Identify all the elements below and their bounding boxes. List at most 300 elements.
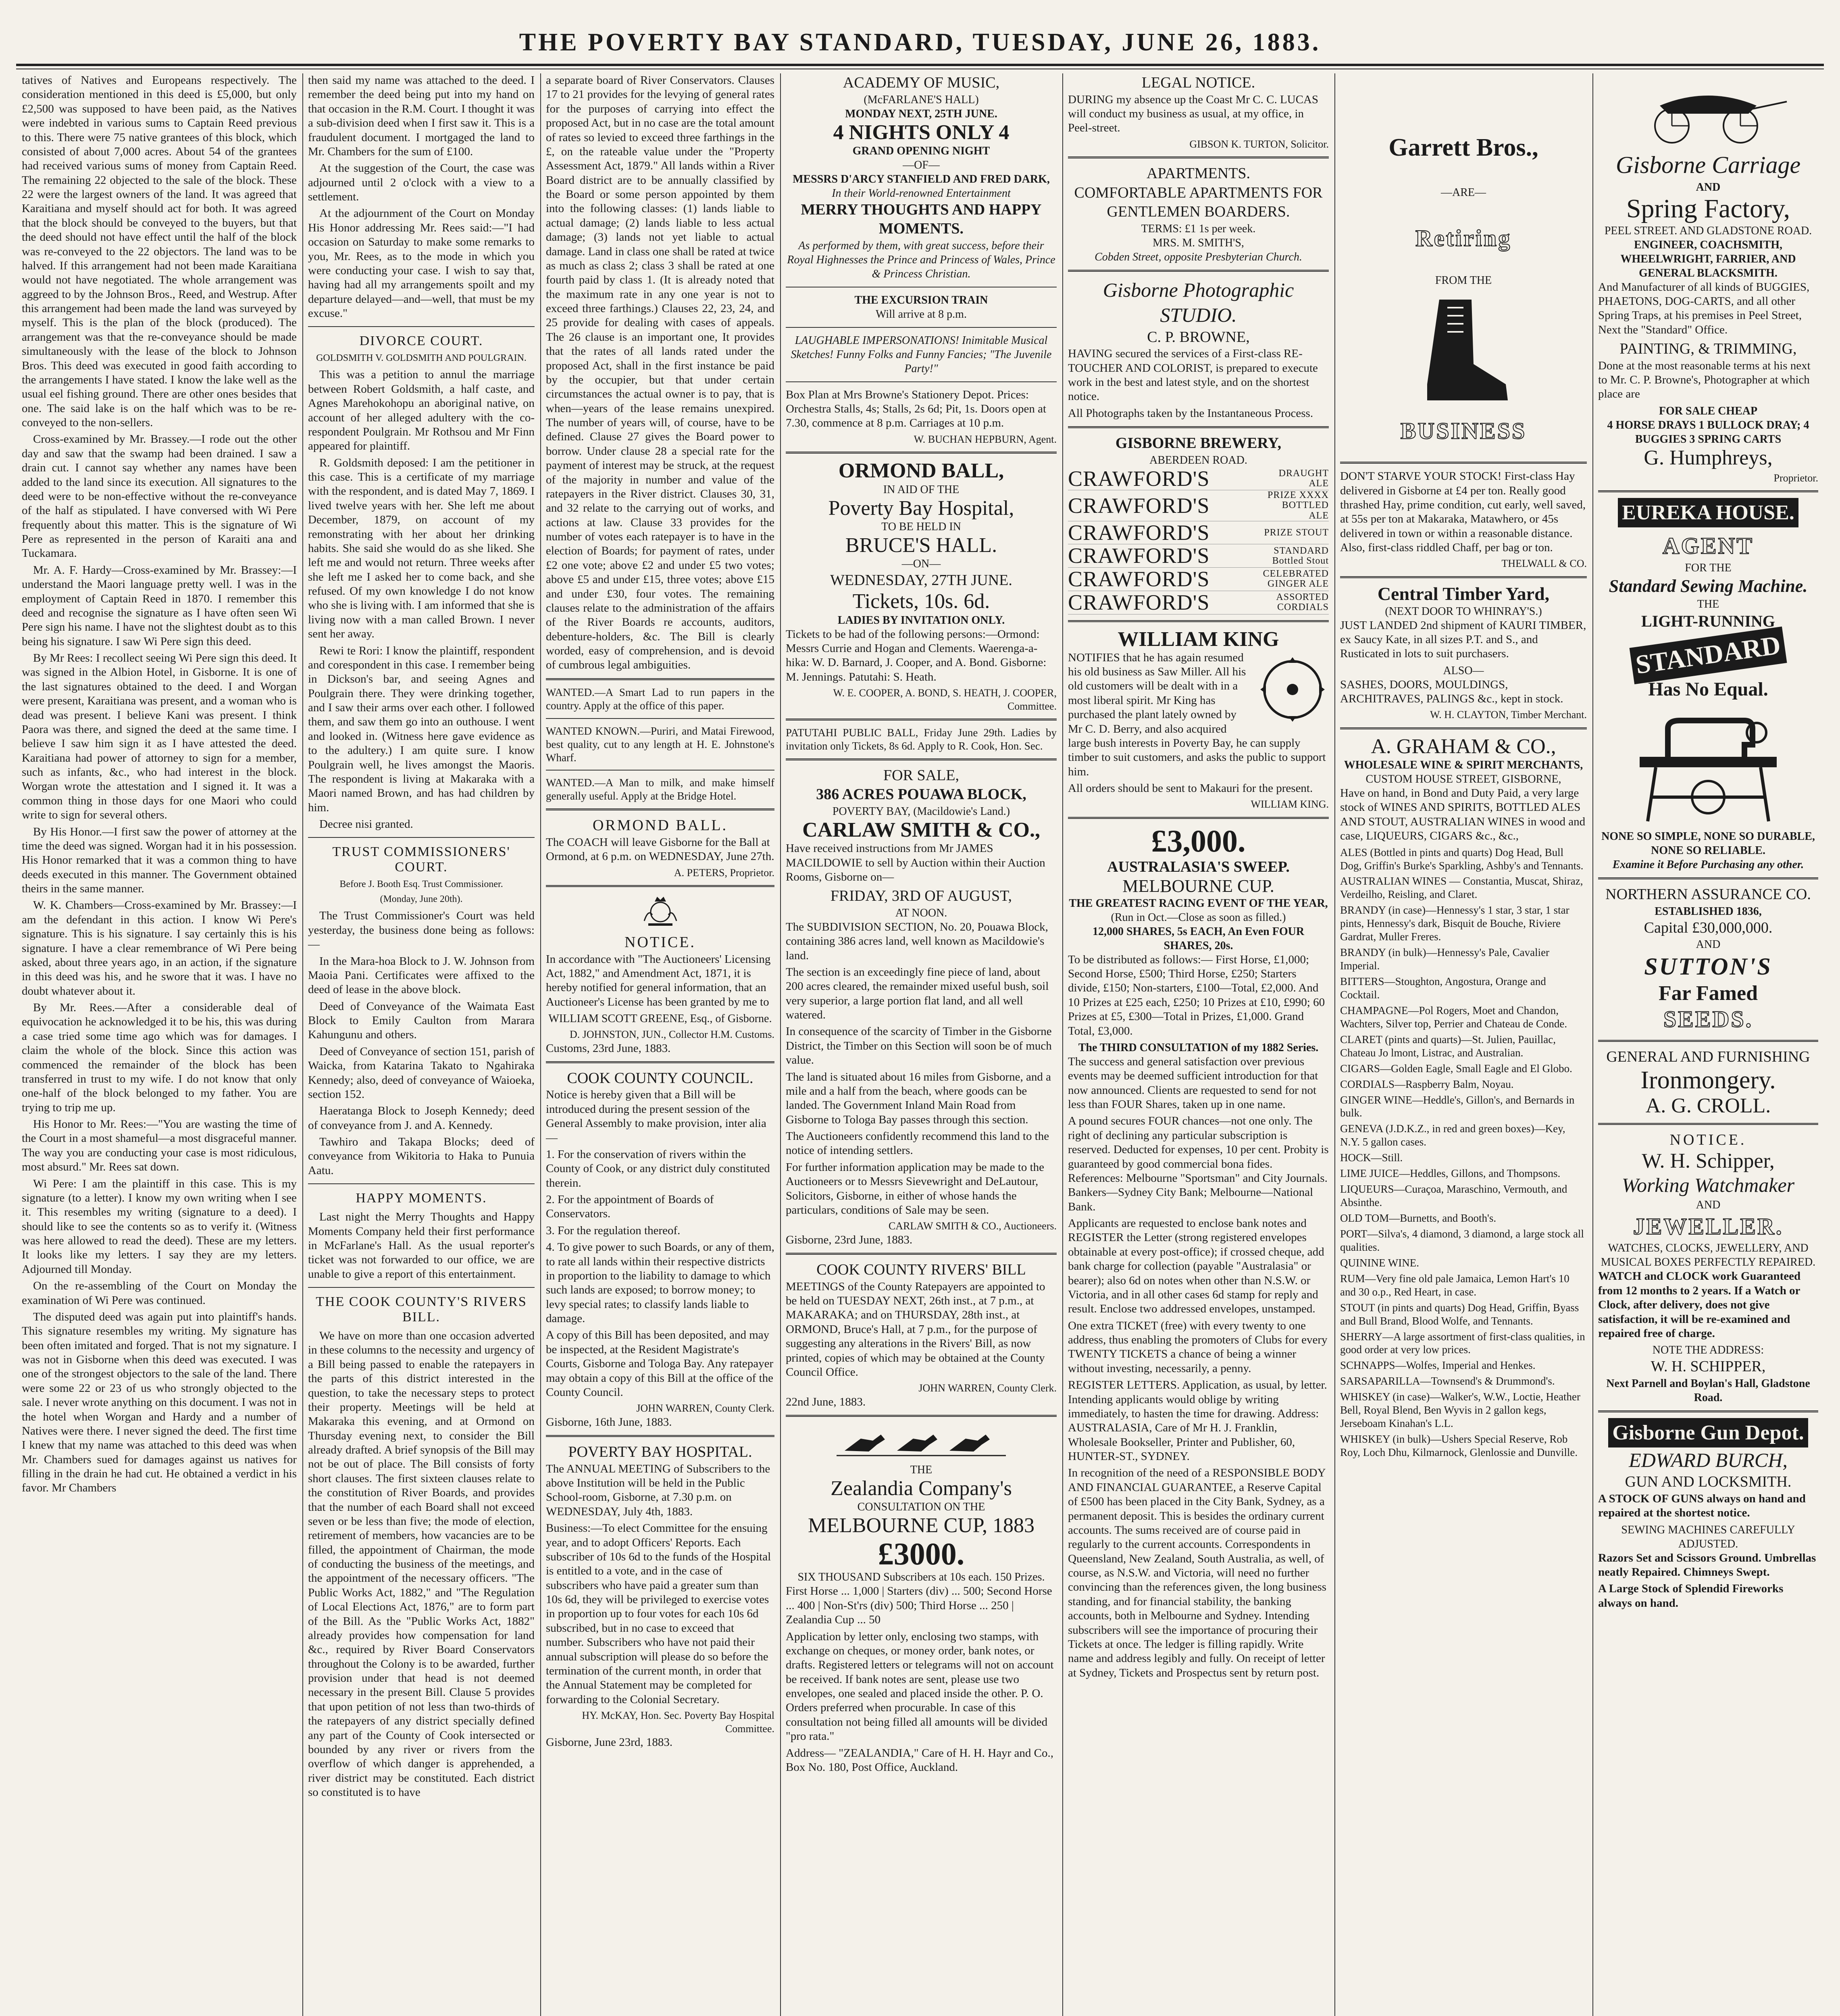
divider [1340, 727, 1587, 729]
ad-text: And Manufacturer of all kinds of BUGGIES, PHAETONS, DOG-CARTS, and all other Spring Traps, at his premises in Peel Street, Next the "Standard" Office. [1598, 280, 1810, 336]
ad-text: HAVING secured the services of a First-class RE-TOUCHER AND COLORIST, is prepared to execute work in the best and latest style, and on the shortest notice. [1068, 347, 1318, 403]
wine-list-item: LIME JUICE—Heddles, Gillons, and Thompsons. [1340, 1167, 1561, 1180]
gun-depot-ad [1598, 1418, 1818, 1610]
ad-text: The SUBDIVISION SECTION, No. 20, Pouawa Block, containing 386 acres land, well known as Macildowie's land. [786, 920, 1048, 962]
ad-text: TERMS: £1 1s per week. [1141, 222, 1256, 235]
masthead-rule [16, 64, 1824, 66]
paragraph: We have on more than one occasion adverted in these columns to the necessity and urgency of a Bill being passed to enable the ratepayers in the parts of this district interested in the question, to take the necessary steps to protect their property. Meetings will be held at Makaraka this evening, and at Ormond on Thursday evening next, to consider the Bill already drafted. A brief synopsis of the Bill may not be out of place. The Bill consists of forty short clauses. The first sixteen clauses relate to the constitution of River Boards, and provides that the number of each Board shall not exceed seven or be less than five; the mode of election, retirement of members, how vacancies are to be filled, the appointment of Chairman, the mode of conducting the business of the meetings, and the appointment of the necessary officers. "The Public Works Act, 1882," and "The Regulation of Local Elections Act, 1876," are to form part of the Bill. As the "Public Works Act, 1882" already provides how compensation for land &c., required by River Board Conservators throughout the Colony is to be awarded, further provision under that head is not deemed necessary in the present Bill. Clause 5 provides that upon petition of not less than two-thirds of the ratepayers of any district specially defined any part of the County of Cook intersected or bounded by any river or rivers from the overflow of which danger is apprehended, a river district may be constituted. Each district so constituted is to have [308, 1329, 535, 1799]
ad-subtitle: Working Watchmaker [1621, 1174, 1795, 1197]
divider [1598, 490, 1818, 492]
ad-text: FOR THE [1685, 561, 1732, 574]
ad-agent: AGENT [1662, 533, 1754, 559]
divider [1598, 1123, 1818, 1125]
paragraph: In the Mara-hoa Block to J. W. Johnson from Maoia Pani. Certificates were affixed to the deed of lease in the above block. [308, 954, 535, 996]
ad-text: FROM THE [1435, 274, 1492, 287]
divider [1068, 620, 1329, 622]
column-4 [780, 73, 1062, 2016]
ad-text: ESTABLISHED 1836, [1655, 905, 1762, 918]
ad-title: NORTHERN ASSURANCE CO. [1605, 886, 1811, 903]
paragraph: Decree nisi granted. [319, 818, 413, 831]
paragraph: tatives of Natives and Europeans respectively. The consideration mentioned in this deed is £5,000, but only £2,500 was supposed to have been paid, as the Natives were indebted in various sums to Captain Reed previous to this. There were 75 native grantees of this block, which consisted of about 7,000 acres. About 54 of the grantees had received various sums of money from Captain Reed. The remaining 22 objected to the sale of the block. These 22 were the largest owners of the land. It was agreed that Karaitiana and myself should act for both. It was agreed that the block should be conveyed to the buyers, but that the deed should not have effect until the half of the block was re-conveyed to the 22 objectors. The land was to be halved. If this arrangement had not been made Karaitiana would not have negotiated. The whole arrangement was aggreed to by the Johnson Bros., Reed, and Westrup. After this arrangement had been made the land was surveyed by myself. This is the plan of the block (produced). The arrangement was that the re-conveyance should be made simultaneously with the lease of the block to Johnson Bros. This deed was executed in good faith according to the arrangements I have stated. I know the lake well as the usual eel fishing ground. There are other ones besides that one. The said lake is on the half which was to be re-conveyed to the non-sellers. [22, 74, 297, 429]
wine-list-item: BRANDY (in case)—Hennessy's 1 star, 3 star, 1 star pints, Hennessy's dark, Bisquit de Bouche, Riviere Gardrat, Muller Freres. [1340, 904, 1569, 943]
zealandia-consultation-ad [786, 1422, 1057, 1774]
ad-title: Central Timber Yard, [1377, 583, 1550, 604]
ad-text: Have on hand, in Bond and Duty Paid, a very large stock of WINES AND SPIRITS, BOTTLED ALES AND STOUT, AUSTRALIAN WINES in wood and case, LIQUEURS, CIGARS &c., &c., [1340, 787, 1586, 843]
product-row [1068, 490, 1329, 521]
ad-business: BUSINESS [1400, 417, 1527, 444]
paragraph: Mr. A. F. Hardy—Cross-examined by Mr. Brassey:—I understand the Maori language pretty well. I was in the employment of Captain Reed in 1870. I remember this deed and recognise the signature as I have often seen Wi Pere sign his name. I have not the slightest doubt as to this being his signature. I saw Wi Pere sign this deed. [22, 563, 297, 648]
paragraph: Rewi te Rori: I know the plaintiff, respondent and corespondent in this case. I remember being in Dickson's bar, and seeing Agnes and Poulgrain there. They were drinking together, and I saw their arms over each other. I followed them, and saw them go into an outhouse. I went and looked in. (Witness here gave evidence as to the adultery.) I am quite sure. I know Poulgrain well, he lives amongst the Maoris. The respondent is living at Makaraka with a Maori named Brown, and has had children by him. [308, 644, 535, 814]
ad-text: A STOCK OF GUNS always on hand and repaired at the shortest notice. [1598, 1492, 1806, 1520]
divider [1598, 1410, 1818, 1412]
ad-text: The Auctioneers confidently recommend this land to the notice of intending settlers. [786, 1130, 1049, 1157]
australasia-sweep-ad [1068, 825, 1329, 1680]
product-row [1068, 544, 1329, 568]
for-sale-ad [786, 766, 1057, 1247]
wine-list-item: HOCK—Still. [1340, 1152, 1403, 1164]
section-subheading: GOLDSMITH V. GOLDSMITH AND POULGRAIN. [316, 353, 527, 364]
ad-title: Gisborne Photographic STUDIO. [1103, 278, 1294, 327]
wine-list-item: ALES (Bottled in pints and quarts) Dog Head, Bull Dog, Griffin's Burke's Sparkling, Ashby's and Tennants. [1340, 846, 1584, 872]
ad-text: ALSO— [1443, 664, 1484, 677]
ad-text: As performed by them, with great success, before their Royal Highnesses the Prince and Princess of Wales, Prince & Princess Christian. [787, 239, 1055, 280]
ad-text: All orders should be sent to Makauri for the present. [1068, 782, 1313, 795]
wine-list-item: CORDIALS—Raspberry Balm, Noyau. [1340, 1078, 1514, 1090]
ad-text: (Run in Oct.—Close as soon as filled.) [1111, 911, 1286, 924]
ad-text: MRS. M. SMITH'S, [1153, 236, 1244, 249]
ad-text: JUST LANDED 2nd shipment of KAURI TIMBER, ex Saucy Kate, in all sizes P.T. and S., and Rusticated in lots to suit purchasers. [1340, 619, 1586, 660]
ad-cup: MELBOURNE CUP, 1883 [808, 1514, 1034, 1537]
ad-title: WILLIAM KING [1118, 627, 1279, 651]
ad-text: AT NOON. [895, 906, 947, 919]
ad-text: —ON— [901, 557, 941, 570]
product-kind: STANDARD Bottled Stout [1272, 545, 1329, 566]
ad-signoff: HY. McKAY, Hon. Sec. Poverty Bay Hospital Committee. [582, 1710, 774, 1735]
ad-signoff: D. JOHNSTON, JUN., Collector H.M. Customs. [570, 1029, 774, 1041]
ad-text: TO BE HELD IN [881, 520, 961, 533]
cook-county-council-ad [546, 1069, 774, 1429]
ad-text: NOTIFIES that he has again resumed his old business as Saw Miller. All his old customers will be dealt with in a most liberal spirit. Mr King has purchased the plant lately owned by Mr C. D. Berry, and also acquired large bush interests in Poverty Bay, he can supply timber to suit customers, and asks the public to support him. [1068, 651, 1326, 778]
divider [546, 718, 774, 719]
ad-text: SEEDS. [1663, 1006, 1753, 1033]
ad-text: THE [910, 1464, 932, 1477]
saw-blade-icon [1256, 653, 1329, 726]
paragraph: W. K. Chambers—Cross-examined by Mr. Brassey:—I am the defendant in this action. I know Wi Pere's signature. This is his signature. I say certainly this is his signature. I have a clear remembrance of Wi Pere being asked, about three years ago, in an action, if the signature in this deed was his, and he swore that it was. I have no doubt whatever about it. [22, 899, 297, 998]
divider [546, 1061, 774, 1063]
ad-text: Done at the most reasonable terms at his next to Mr. C. P. Browne's, Photographer at which place are [1598, 359, 1811, 401]
ad-text: In accordance with "The Auctioneers' Licensing Act, 1882," and Amendment Act, 1871, it is hereby notified for general information, that an Auctioneer's License has been granted by me to [546, 952, 771, 1008]
ad-cup: MELBOURNE CUP. [1122, 876, 1274, 896]
product-row [1068, 591, 1329, 614]
ad-text: Capital £30,000,000. [1644, 919, 1773, 936]
ad-title: A. GRAHAM & CO., [1371, 735, 1556, 758]
divider [308, 326, 535, 327]
section-heading-rivers: THE COOK COUNTY'S RIVERS BILL. [316, 1294, 527, 1325]
ormond-ball-coach-ad [546, 816, 774, 879]
ad-text: MEETINGS of the County Ratepayers are appointed to be held on TUESDAY NEXT, 26th inst., at 7 p.m., at MAKARAKA; and on THURSDAY, 28th inst., at ORMOND, Bruce's Hall, at 7 p.m., for the purpose of suggesting any alterations in the Rivers' Bill, as now printed, copies of which may be obtained at the County Council Office. [786, 1280, 1045, 1379]
wine-list-item: BRANDY (in bulk)—Hennessy's Pale, Cavalier Imperial. [1340, 946, 1550, 972]
ad-title: NOTICE. [624, 934, 696, 951]
ad-text: Tickets to be had of the following persons:—Ormond: Messrs Currie and Hogan and Clements. Waerenga-a-hika: W. D. Barnard, J. Cooper, and A. Bond. Gisborne: M. Jennings. Patutahi: S. Heath. [786, 627, 1047, 683]
ad-address: Address— "ZEALANDIA," Care of H. H. Hayr and Co., Box No. 180, Post Office, Auckland. [786, 1746, 1053, 1774]
section-date: (Monday, June 20th). [380, 894, 463, 905]
wine-list-item: OLD TOM—Burnetts, and Booth's. [1340, 1212, 1497, 1225]
divider [308, 1287, 535, 1288]
product-brand: CRAWFORD'S [1068, 493, 1210, 518]
ad-text: AND [1696, 181, 1721, 194]
ad-text: The land is situated about 16 miles from Gisborne, and a mile and a half from the beach, where goods can be landed. The Government Inland Main Road from Gisborne to Tologa Bay passes through this section. [786, 1070, 1051, 1126]
ad-date: Gisborne, June 23rd, 1883. [546, 1736, 673, 1749]
section-subheading: Before J. Booth Esq. Trust Commissioner. [339, 879, 503, 890]
rivers-bill-meeting-ad [786, 1260, 1057, 1409]
ad-text: The ANNUAL MEETING of Subscribers to the above Institution will be held in the Public School-room, Gisborne, at 7.30 p.m. on WEDNESDAY, July 4th, 1883. [546, 1462, 770, 1518]
ad-text: POVERTY BAY, (Macildowie's Land.) [832, 805, 1010, 818]
ad-text: The THIRD CONSULTATION of my 1882 Series. [1078, 1041, 1319, 1054]
ad-name: EDWARD BURCH, [1629, 1448, 1788, 1471]
ad-text: REGISTER LETTERS. Application, as usual, by letter. Intending applicants would oblige by writing immediately, to hasten the time for drawing. Address: AUSTRALASIA, Care of Mr H. J. Franklin, Wholesale Bookseller, Printer and Publisher, 60, HUNTER-ST., SYDNEY. [1068, 1379, 1327, 1463]
column-7 [1592, 73, 1824, 2016]
product-brand: CRAWFORD'S [1068, 520, 1210, 545]
ad-name: A. G. CROLL. [1645, 1094, 1771, 1117]
ad-text: —ARE— [1441, 186, 1486, 199]
garrett-bros-ad [1340, 73, 1587, 446]
wine-list-item: CIGARS—Golden Eagle, Small Eagle and El Globo. [1340, 1062, 1572, 1075]
ad-text: COMFORTABLE APARTMENTS FOR GENTLEMEN BOARDERS. [1074, 184, 1323, 221]
wine-list-item: SARSAPARILLA—Townsend's & Drummond's. [1340, 1375, 1555, 1387]
paragraph: At the adjournment of the Court on Monday His Honor addressing Mr. Rees said:—"I had occasion on Saturday to make some remarks to you, Mr. Rees, as to the mode in which you were conducting your case. I wish to say that, having had all my arrangements spoilt and my departure delayed—and—well, that must be my excuse." [308, 207, 535, 320]
paragraph: Last night the Merry Thoughts and Happy Moments Company held their first performance in McFarlane's Hall. As the usual reporter's ticket was not forwarded to our office, we are unable to give a report of this entertainment. [308, 1210, 535, 1281]
divider [308, 837, 535, 838]
ad-text: Poverty Bay Hospital, [828, 496, 1014, 520]
ad-title: Gisborne Carriage [1615, 152, 1801, 178]
ad-signoff: W. E. COOPER, A. BOND, S. HEATH, J. COOPER, Committee. [833, 687, 1057, 712]
divider [1340, 576, 1587, 578]
ad-text: A copy of this Bill has been deposited, and may be inspected, at the Resident Magistrate's Courts, Gisborne and Tologa Bay. Any ratepayer may obtain a copy of this Bill at the office of the County Council. [546, 1329, 774, 1399]
ad-text: PAINTING, & TRIMMING, [1619, 340, 1797, 358]
divider [1068, 426, 1329, 428]
paragraph: Wi Pere: I am the plaintiff in this case. This is my signature (to a letter). I know my own writing when I see it. This resembles my writing (signature to a deed). I should like to see the contents so as to verify it. (Witness was here allowed to read the deed). These are my letters. It looks like my letters. I say they are my letters. Adjourned till Monday. [22, 1177, 297, 1276]
ad-text: AND [1696, 1198, 1721, 1211]
ad-signoff: JOHN WARREN, County Clerk. [918, 1382, 1057, 1394]
ad-text: BRUCE'S HALL. [845, 533, 997, 557]
divider [546, 885, 774, 887]
ad-title: NOTICE. [1669, 1131, 1747, 1148]
ad-text: The success and general satisfaction over previous events may be deemed sufficient introduction for that now announced. Clients are requested to send for not less than FOUR Shares, taken up in one name. [1068, 1055, 1318, 1111]
divider [546, 770, 774, 771]
ad-name: C. P. BROWNE, [1147, 328, 1250, 346]
ad-text: SASHES, DOORS, MOULDINGS, ARCHITRAVES, PALINGS &c., kept in stock. [1340, 678, 1563, 706]
legal-notice-ad [1068, 73, 1329, 151]
product-kind: DRAUGHT ALE [1278, 468, 1329, 489]
ad-text: FOR SALE CHEAP [1659, 404, 1758, 417]
ad-text: DURING my absence up the Coast Mr C. C. LUCAS will conduct my business as usual, at my office, in Peel-street. [1068, 93, 1319, 135]
section-heading-trust: TRUST COMMISSIONERS' COURT. [332, 844, 510, 875]
graham-wine-ad [1340, 735, 1587, 1459]
product-brand: CRAWFORD'S [1068, 590, 1210, 614]
ad-text: MESSRS D'ARCY STANFIELD AND FRED DARK, [793, 173, 1050, 185]
watchmaker-ad [1598, 1131, 1818, 1405]
ad-title: EUREKA HOUSE. [1618, 498, 1798, 527]
ad-text: The section is an exceedingly fine piece of land, about 200 acres cleared, the remainder mixed useful bush, soil very superior, a large portion flat land, and all well watered. [786, 965, 1049, 1021]
divider [786, 1253, 1057, 1255]
ad-title: Gisborne Gun Depot. [1608, 1418, 1808, 1447]
ironmongery-ad [1598, 1048, 1818, 1117]
wine-list-item: SCHNAPPS—Wolfes, Imperial and Henkes. [1340, 1359, 1536, 1372]
ad-text: Applicants are requested to enclose bank notes and REGISTER the Letter (strong registered envelopes obtainable at every post-office); if crossed cheque, add bank charge for collection (payable "Australasia" or bearer); also 6d on notes when other than N.S.W. or Victoria, and in all other cases 6d stamp for reply and result. Enclose two addressed envelopes, unstamped. [1068, 1217, 1324, 1316]
ad-text: A pound secures FOUR chances—not one only. The right of declining any particular subscription is reserved. Deducted for expenses, 10 per cent. Probity is guaranteed by good commercial bona fides. References: Melbourne "Sportsman" and City Journals. Bankers—Sydney City Bank; Melbourne—National Bank. [1068, 1114, 1329, 1213]
wine-list-item: GENEVA (J.D.K.Z., in red and green boxes)—Key, N.Y. 5 gallon cases. [1340, 1123, 1565, 1148]
paragraph: The Trust Commissioner's Court was held yesterday, the business done being as follows:— [308, 909, 535, 951]
william-king-ad [1068, 628, 1329, 811]
divider [1340, 462, 1587, 464]
brewery-ad [1068, 434, 1329, 614]
ad-text: —OF— [903, 158, 940, 171]
ad-signoff: GIBSON K. TURTON, Solicitor. [1189, 138, 1329, 150]
ad-title: ORMOND BALL, [838, 459, 1004, 483]
column-2 [302, 73, 540, 2016]
ad-text: Have received instructions from Mr JAMES MACILDOWIE to sell by Auction within their Auction Rooms, Gisborne on— [786, 842, 1045, 883]
ad-title: LEGAL NOTICE. [1141, 74, 1255, 91]
ad-items: 4 HORSE DRAYS 1 BULLOCK DRAY; 4 BUGGIES 3 SPRING CARTS [1607, 419, 1809, 446]
wanted-ad: WANTED.—A Man to milk, and make himself generally useful. Apply at the Bridge Hotel. [546, 777, 774, 802]
ad-text: GRAND OPENING NIGHT [852, 144, 990, 157]
divider [1068, 156, 1329, 158]
ad-address: PEEL STREET. AND GLADSTONE ROAD. [1604, 224, 1812, 237]
ad-signoff: CARLAW SMITH & CO., Auctioneers. [888, 1220, 1057, 1232]
divider [1598, 1040, 1818, 1042]
ad-subtitle: WHOLESALE WINE & SPIRIT MERCHANTS, [1344, 759, 1583, 772]
ad-title: ACADEMY OF MUSIC, [843, 74, 1000, 91]
wine-list-item: RUM—Very fine old pale Jamaica, Lemon Hart's 10 and 30 o.p., Red Heart, in case. [1340, 1272, 1569, 1298]
ad-show-name: MERRY THOUGHTS AND HAPPY MOMENTS. [801, 201, 1042, 237]
divider [786, 381, 1057, 382]
ad-title: GENERAL AND FURNISHING [1606, 1048, 1810, 1065]
paragraph: By Mr. Rees.—After a considerable deal of equivocation he acknowledged it to be his, this was during a case tried some time ago which was for damages. I claim the whole of the block. Since this action was commenced the remainder of the block has been transferred in trust to my wife. I do not know that only one-half of the block belonged to my father. You are trying to trip me up. [22, 1001, 297, 1114]
patutahi-ball-ad: PATUTAHI PUBLIC BALL, Friday June 29th. Ladies by invitation only Tickets, 8s 6d. Apply to R. Cook, Hon. Sec. [786, 727, 1057, 752]
ad-text: DON'T STARVE YOUR STOCK! First-class Hay delivered in Gisborne at £4 per ton. Really good thrashed Hay, prime condition, cut early, well saved, at 55s per ton at Makaraka, Matawhero, or 45s delivered in town or within a reasonable distance. Also, first-class riddled Chaff, per bag or ton. [1340, 470, 1586, 554]
ad-standard-banner: STANDARD [1630, 627, 1787, 684]
ad-title: FOR SALE, [883, 766, 959, 784]
ad-date: Gisborne, 23rd June, 1883. [786, 1233, 913, 1246]
ad-text: NOTE THE ADDRESS: [1652, 1344, 1764, 1357]
paragraph: On the re-assembling of the Court on Monday the examination of Wi Pere was continued. [22, 1279, 297, 1307]
ad-date: FRIDAY, 3RD OF AUGUST, [830, 887, 1012, 905]
product-brand: CRAWFORD'S [1068, 567, 1210, 591]
ad-address: Cobden Street, opposite Presbyterian Church. [1095, 250, 1302, 263]
wine-list-item: LIQUEURS—Curaçoa, Maraschino, Vermouth, and Absinthe. [1340, 1183, 1567, 1209]
masthead: THE POVERTY BAY STANDARD, TUESDAY, JUNE 26, 1883. [519, 29, 1321, 56]
ad-text: Ironmongery. [1640, 1066, 1776, 1094]
ad-text: GUN AND LOCKSMITH. [1625, 1473, 1792, 1491]
paragraph: The disputed deed was again put into plaintiff's hands. This signature resembles my writing. My signature has been often imitated and forged. That is not my signature. I was not in Gisborne when this deed was executed. I was one of the strongest objectors to the sale of the land. There were some 22 or 23 of us who strongly objected to the sale. I never wrote anything on this document. I was not in the hotel when Worgan and Hardy and a number of Natives were there. I never signed the deed. The first time I knew that my name was attached to this deed was when Mr. Chambers sued for damages against us natives for filling in the drain he had cut. He obtained a verdict in his favor. Mr Chambers [22, 1310, 297, 1495]
ad-amount: £3000. [878, 1536, 965, 1571]
column-5 [1062, 73, 1334, 2016]
divider [786, 719, 1057, 721]
ad-nights: 4 NIGHTS ONLY 4 [833, 121, 1010, 144]
divider [786, 327, 1057, 328]
divider [546, 808, 774, 810]
divider [1598, 877, 1818, 879]
ad-text: In consequence of the scarcity of Timber in the Gisborne District, the Timber on this Section will soon be of much value. [786, 1025, 1052, 1067]
ad-text: For further information application may be made to the Auctioneers or to Messrs Sievewright and DeLautour, Solicitors, Gisborne, in either of whose hands the particulars, conditions of Sale may be seen. [786, 1160, 1045, 1216]
academy-of-music-ad [786, 73, 1057, 446]
ad-title: COOK COUNTY RIVERS' BILL [816, 1261, 1026, 1279]
ad-title: SUTTON'S [1644, 953, 1772, 980]
paragraph: Haeratanga Block to Joseph Kennedy; deed of conveyance from J. and A. Kennedy. [308, 1104, 535, 1132]
ad-title: APARTMENTS. [1146, 165, 1251, 182]
wine-list-item: AUSTRALIAN WINES — Constantia, Muscat, Shiraz, Verdeilho, Reisling, and Claret. [1340, 875, 1583, 901]
ad-text: 12,000 SHARES, 5s EACH, An Even FOUR SHARES, 20s. [1092, 925, 1305, 952]
wine-list-item: CLARET (pints and quarts)—St. Julien, Pauillac, Chateau Jo lmont, Listrac, and Australian. [1340, 1033, 1556, 1059]
ad-text: A Large Stock of Splendid Fireworks always on hand. [1598, 1582, 1784, 1610]
ad-firm: CARLAW SMITH & CO., [802, 818, 1040, 841]
ad-text: SIX THOUSAND Subscribers at 10s each. 150 Prizes. [797, 1571, 1045, 1584]
product-kind: CELEBRATED GINGER ALE [1263, 569, 1329, 589]
customs-notice-ad [546, 893, 774, 1056]
divider [786, 452, 1057, 454]
product-kind: ASSORTED CORDIALS [1276, 591, 1329, 613]
divider [1068, 817, 1329, 819]
ad-text: Business:—To elect Committee for the ensuing year, and to adopt Officers' Reports. Each subscriber of 10s 6d to the funds of the Hospital is entitled to a vote, and in the case of subscribers who have paid a greater sum than 10s 6d, they will be privileged to exercise votes in proportion up to four votes for each 10s 6d subscribed, but in no case to exceed that number. Subscribers who have not paid their annual subscription will please do so before the termination of the current month, in order that the Annual Statement may be completed for forwarding to the Colonial Secretary. [546, 1522, 771, 1706]
section-heading-happy: HAPPY MOMENTS. [356, 1191, 487, 1206]
wine-list-item: CHAMPAGNE—Pol Rogers, Moet and Chandon, Wachters, Silver top, Perrier and Chateau de Conde. [1340, 1004, 1567, 1030]
ad-text: In recognition of the need of a RESPONSIBLE BODY AND FINANCIAL GUARANTEE, a Reserve Capital of £500 has been placed in the City Bank, Sydney, as a permanent deposit. This is besides the ordinary current accounts. The sums received are of course paid in regularly to the current accounts. Correspondents in Queensland, New Zealand, South Australia, as well, of course, as N.S.W. and Victoria, will need no further convincing than the references given, the long business standing, and for financial stability, the banking accounts, both in Melbourne and Sydney. Intending subscribers will see the importance of procuring their Tickets at once. The ledger is filling rapidly. Write name and address legibly and fully. On receipt of letter at Sydney, Tickets and Prospectus sent by return post. [1068, 1466, 1327, 1679]
product-kind: PRIZE XXXX BOTTLED ALE [1268, 490, 1329, 521]
photographic-studio-ad [1068, 277, 1329, 421]
ad-prizes: First Horse ... 1,000 | Starters (div) ... 500; Second Horse ... 400 | Non-St'rs (div) 500; Third Horse ... 250 | Zealandia Cup ... 50 [786, 1585, 1052, 1627]
ad-subtitle: (McFARLANE'S HALL) [864, 93, 979, 106]
ad-title: POVERTY BAY HOSPITAL. [568, 1443, 752, 1461]
ad-tagline: NONE SO SIMPLE, NONE SO DURABLE, NONE SO RELIABLE. [1601, 830, 1815, 857]
ad-text: Notice is hereby given that a Bill will be introduced during the present session of the General Assembly to make provision, inter alia— [546, 1088, 766, 1144]
royal-crest-icon [636, 893, 685, 929]
paragraph: Deed of Conveyance of the Waimata East Block to Emily Caulton from Marara Kahungunu and others. [308, 1000, 535, 1041]
ad-amount: £3,000. [1151, 823, 1246, 858]
ad-title: GISBORNE BREWERY, [1115, 435, 1282, 452]
timber-yard-ad [1340, 584, 1587, 722]
product-brand: CRAWFORD'S [1068, 466, 1210, 491]
ad-signoff: W. H. CLAYTON, Timber Merchant. [1430, 709, 1587, 721]
ad-name: W. H. Schipper, [1642, 1150, 1775, 1173]
ad-text: W. H. SCHIPPER, [1651, 1358, 1766, 1375]
paragraph: His Honor to Mr. Rees:—"You are wasting the time of the Court in a most shameful—a most disgraceful manner. The way you are conducting your case is most ridiculous, most absurd." Mr. Rees sat down. [22, 1118, 297, 1174]
ad-date: MONDAY NEXT, 25TH JUNE. [845, 107, 997, 120]
paragraph: R. Goldsmith deposed: I am the petitioner in this case. This is a certificate of my marriage with the respondent, and is dated May 7, 1869. I lived twelve years with her. She left me about December, 1879, on account of my remonstrating with her about her drinking habits. She said she would do as she liked. She left me and would not return. Three weeks after she left me I asked her to come back, and she refused. Of my own knowledge I do not know who she is living with. I am informed that she is living now with a man called Brown. I never sent her away. [308, 456, 535, 641]
divider [786, 758, 1057, 760]
carriage-icon [1628, 77, 1789, 146]
wine-list-item: QUININE WINE. [1340, 1256, 1419, 1269]
ad-retiring: Retiring [1415, 225, 1512, 252]
list-item: 1. For the conservation of rivers within the County of Cook, or any district duly constituted therein. [546, 1148, 770, 1189]
paragraph: By Mr Rees: I recollect seeing Wi Pere sign this deed. It was signed in the Albion Hotel, in Gisborne. It is one of the last signatures obtained to the deed. I and Worgan were present, Karaitiana was present, and a woman who is dead was present. I believe Kani was present. I think Paora was there, and signed the deed at the same time. I believe I saw him sign it as I have attested the deed. Karaitiana had power of attorney to sign for a member, such as infants, &c., who had interest in the block. Worgan wrote the attestation and I signed it. It was a common thing in those days for one Maori who could write to sign for several others. [22, 652, 297, 822]
product-row [1068, 467, 1329, 491]
ad-text: LADIES BY INVITATION ONLY. [837, 614, 1005, 627]
ad-tickets: Tickets, 10s. 6d. [852, 590, 990, 613]
paragraph: This was a petition to annul the marriage between Robert Goldsmith, a half caste, and Agnes Marehokohopu an aboriginal native, on account of her alleged adultery with the co-respondent Poulgrain. Mr Rothsou and Mr Finn appeared for plaintiff. [308, 368, 535, 453]
ad-title: Zealandia Company's [830, 1477, 1012, 1500]
ormond-ball-ad [786, 459, 1057, 713]
ad-text: WATCHES, CLOCKS, JEWELLERY, AND MUSICAL BOXES PERFECTLY REPAIRED. [1601, 1242, 1816, 1269]
hay-ad [1340, 469, 1587, 571]
ad-signoff: THELWALL & CO. [1501, 558, 1587, 570]
apartments-ad [1068, 164, 1329, 264]
ad-text: The COACH will leave Gisborne for the Ball at Ormond, at 6 p.m. on WEDNESDAY, June 27th. [546, 835, 774, 863]
ad-signoff: Proprietor. [1773, 472, 1818, 484]
product-brand: CRAWFORD'S [1068, 544, 1210, 568]
ad-date: Gisborne, 16th June, 1883. [546, 1415, 672, 1429]
ad-text: JEWELLER. [1633, 1213, 1784, 1239]
ad-text: In their World-renowned Entertainment [832, 187, 1011, 200]
boot-icon [1411, 292, 1516, 412]
ad-address: Next Parnell and Boylan's Hall, Gladstone Road. [1606, 1377, 1810, 1404]
wine-list-item: WHISKEY (in case)—Walker's, W.W., Loctie, Heather Bell, Royal Blend, Ben Wyvis in 2 gallon kegs, Jerseboam Kinahan's L.L. [1340, 1391, 1581, 1430]
wine-list-item: STOUT (in pints and quarts) Dog Head, Griffin, Byass and Bull Brand, Blood Wolfe, and Tennants. [1340, 1301, 1579, 1327]
divider [786, 1415, 1057, 1417]
paragraph: a separate board of River Conservators. Clauses 17 to 21 provides for the levying of general rates for the purposes of carrying into effect the proposed Act, but in no case are the total amount of rates so levied to exceed three farthings in the £, on the rateable value under the "Property Assessment Act, 1879." All lands within a River Board district are to be annually classified by the Board or some person appointed by them into the following classes: (1) lands liable to actual damage; (2) lands liable to less actual damage; (3) lands not yet liable to actual damage. Land in class one shall be rated at twice as much as class 2; class 3 shall be rated at one fourth paid by class 1. (It is already noted that the maximum rate in any one year is not to exceed three farthings.) Clauses 22, 23, 24, and 25 provide for dealing with cases of appeals. The 26 clause is an important one, It provides that the rates of all lands rated under the proposed Act, shall in the first instance be paid by the occupier, but that under certain circumstances the actual owner is to pay, that is when—years of the lease remains unexpired. The number of years will, of course, have to be defined. Clause 27 gives the Board power to borrow. Under clause 28 a special rate for the payment of interest may be struck, at the request of the majority in number and value of the ratepayers in the River district. Clauses 30, 31, and 32 relate to the carrying out of works, and actions at law. Clause 33 provides for the number of votes each ratepayer is to have in the election of Boards; for payment of rates, under £2 one vote; above £2 and under £5 two votes; above £5 and under £15, three votes; above £15 and under £30, four votes. The remaining clauses relate to the administration of the affairs of the River Boards re accounts, auditors, debenture-holders, &c. The Bill is clearly worded, easy of comprehension, and is devoid of cumbrous legal ambiguities. [546, 74, 774, 672]
paragraph: Cross-examined by Mr. Brassey.—I rode out the other day and saw that the swamp had been drained. I saw a drain cut. I cannot say whether any names have been added to the land since its execution. All signatures to the deed were to be non-effective without the re-conveyance of the half as stipulated. I have conversed with Wi Pere frequently about this matter. This is the signature of Wi Pere as represented in the person of Karaiti ana and Tuckamara. [22, 433, 297, 560]
ad-title: COOK COUNTY COUNCIL. [567, 1069, 753, 1087]
ad-signoff: W. BUCHAN HEPBURN, Agent. [914, 433, 1057, 445]
wine-list-item: GINGER WINE—Heddle's, Gillon's, and Bernards in bulk. [1340, 1093, 1575, 1119]
product-kind: PRIZE STOUT [1264, 527, 1329, 538]
divider [546, 1435, 774, 1437]
column-3 [540, 73, 780, 2016]
section-heading-divorce: DIVORCE COURT. [359, 333, 483, 349]
ad-owner: G. Humphreys, [1644, 446, 1773, 469]
ad-text: Razors Set and Scissors Ground. Umbrellas neatly Repaired. Chimneys Swept. [1598, 1551, 1816, 1579]
column-1 [16, 73, 302, 2016]
paragraph: By His Honor.—I first saw the power of attorney at the time the deed was signed. Worgan had it in his possession. His Honor remarked that it was a common thing to have deeds executed in this manner. The Government obtained theirs in the same manner. [22, 825, 297, 895]
ad-text: CONSULTATION ON THE [857, 1501, 985, 1514]
wine-list-item: PORT—Silva's, 4 diamond, 3 diamond, a large stock all qualities. [1340, 1227, 1584, 1253]
ad-subtitle: (NEXT DOOR TO WHINRAY'S.) [1385, 605, 1542, 618]
wine-list-item: BITTERS—Stoughton, Angostura, Orange and Cocktail. [1340, 975, 1546, 1001]
divider [546, 678, 774, 680]
ad-title: Garrett Bros., [1388, 134, 1538, 161]
ad-text: WATCH and CLOCK work Guaranteed from 12 months to 2 years. If a Watch or Clock, after delivery, does not give satisfaction, it will be re-examined and repaired free of charge. [1598, 1270, 1801, 1340]
ad-date: Customs, 23rd June, 1883. [546, 1041, 671, 1055]
ad-date: 22nd June, 1883. [786, 1395, 866, 1408]
ad-text: Will arrive at 8 p.m. [876, 308, 967, 321]
product-row [1068, 521, 1329, 545]
wanted-ad: WANTED.—A Smart Lad to run papers in the country. Apply at the office of this paper. [546, 686, 774, 712]
ad-text: To be distributed as follows:— First Horse, £1,000; Second Horse, £500; Third Horse, £250; Starters divide, £150; Non-starters, £100—Total, £2,000. And 10 Prizes at £25 each, £250; 10 Prizes at £10, £990; 60 Prizes at £5, £300—Total in Prizes, £1,000. Grand Total, £3,000. [1068, 953, 1325, 1037]
list-item: 4. To give power to such Boards, or any of them, to rate all lands within their respective districts in proportion to the liability to damage to which such lands are exposed; to borrow money; to levy special rates; to classify lands liable to damage. [546, 1241, 774, 1325]
product-row [1068, 568, 1329, 591]
ad-address: ABERDEEN ROAD. [1149, 454, 1247, 467]
ad-text: One extra TICKET (free) with every twenty to one address, thus enabling the promoters of Clubs for every TWENTY TICKETS a chance of being a winner without investing, necessarily, a penny. [1068, 1319, 1328, 1375]
ad-title: AUSTRALASIA'S SWEEP. [1107, 858, 1290, 875]
paragraph: Tawhiro and Takapa Blocks; deed of conveyance from Wikitoria to Haka to Punuia Aatu. [308, 1135, 535, 1177]
ad-text: IN AID OF THE [883, 483, 960, 496]
wine-list-item: SHERRY—A large assortment of first-class qualities, in good order at very low prices. [1340, 1330, 1585, 1356]
list-item: 3. For the regulation thereof. [546, 1224, 681, 1237]
ad-text: ENGINEER, COACHSMITH, WHEELWRIGHT, FARRIER, AND GENERAL BLACKSMITH. [1620, 238, 1796, 279]
ad-signoff: A. PETERS, Proprietor. [674, 866, 774, 879]
ad-text: THE GREATEST RACING EVENT OF THE YEAR, [1069, 897, 1328, 910]
ad-subtitle: Spring Factory, [1626, 194, 1790, 223]
ad-text: 386 ACRES POUAWA BLOCK, [816, 786, 1026, 803]
paragraph: At the suggestion of the Court, the case was adjourned until 2 o'clock with a view to a settlement. [308, 162, 535, 203]
list-item: 2. For the appointment of Boards of Conservators. [546, 1193, 714, 1220]
racehorses-icon [837, 1422, 1006, 1459]
ad-address: CUSTOM HOUSE STREET, GISBORNE, [1365, 773, 1561, 786]
ad-subtitle: Standard Sewing Machine. [1609, 576, 1808, 596]
wine-list-item: WHISKEY (in bulk)—Ushers Special Reserve, Rob Roy, Loch Dhu, Kilmarnock, Glenlossie and Dunville. [1340, 1433, 1578, 1459]
ad-text: Examine it Before Purchasing any other. [1612, 858, 1804, 871]
eureka-house-ad [1598, 498, 1818, 872]
divider [308, 1183, 535, 1184]
